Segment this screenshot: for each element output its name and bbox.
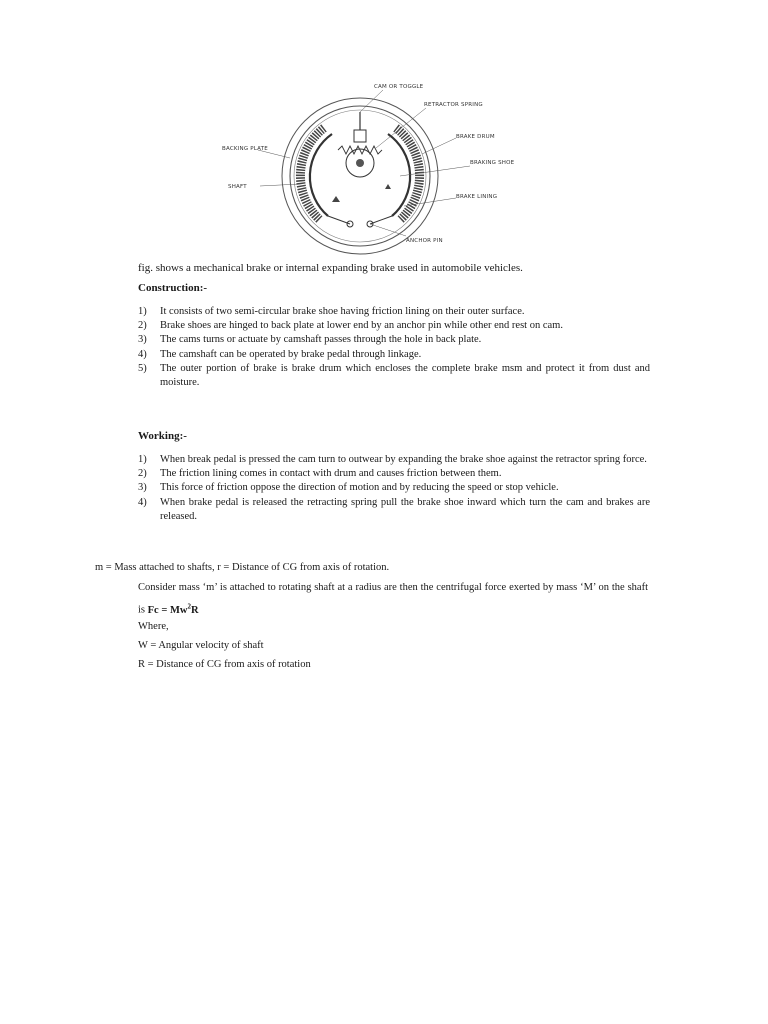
distance-definition: R = Distance of CG from axis of rotation bbox=[138, 659, 311, 670]
leader-spring bbox=[376, 108, 426, 148]
where-label: Where, bbox=[138, 621, 169, 632]
item-number: 1) bbox=[138, 454, 147, 465]
working-heading: Working:- bbox=[138, 430, 187, 442]
list-item bbox=[138, 348, 650, 362]
drum-marker bbox=[385, 184, 391, 189]
retractor-spring bbox=[338, 146, 382, 154]
formula-end: R bbox=[190, 604, 199, 616]
item-text: When brake pedal is released the retracting spring pull the brake shoe inward which turn the cam and brakes are released. bbox=[160, 496, 650, 522]
list-item bbox=[138, 362, 650, 390]
formula bbox=[147, 602, 199, 616]
item-number: 4) bbox=[138, 348, 147, 360]
list-item bbox=[138, 481, 650, 495]
formula-superscript: 2 bbox=[187, 602, 191, 610]
angular-velocity-definition: W = Angular velocity of shaft bbox=[138, 640, 264, 651]
item-text: The outer portion of brake is brake drum which encloses the complete brake msm and protect it from dust and moisture. bbox=[160, 362, 650, 389]
list-item bbox=[138, 453, 650, 467]
cam-toggle bbox=[354, 130, 366, 142]
item-text: The friction lining comes in contact with drum and causes friction between them. bbox=[160, 468, 502, 480]
item-text: The cams turns or actuate by camshaft passes through the hole in back plate. bbox=[160, 334, 482, 346]
label-anchor-pin: ANCHOR PIN bbox=[406, 238, 443, 244]
label-cam-toggle: CAM OR TOGGLE bbox=[374, 84, 424, 90]
item-number: 3) bbox=[138, 334, 147, 346]
item-number: 2) bbox=[138, 468, 147, 480]
item-text: It consists of two semi-circular brake shoe having friction lining on their outer surface. bbox=[160, 306, 525, 317]
item-text: When break pedal is pressed the cam turn to outwear by expanding the brake shoe against the retractor spring force. bbox=[160, 454, 647, 465]
brake-diagram bbox=[218, 78, 538, 260]
item-text: Brake shoes are hinged to back plate at lower end by an anchor pin while other end rest on cam. bbox=[160, 320, 563, 332]
item-number: 2) bbox=[138, 320, 147, 332]
list-item bbox=[138, 305, 650, 319]
list-item bbox=[138, 319, 650, 333]
label-brake-lining: BRAKE LINING bbox=[456, 194, 498, 200]
leader-shaft bbox=[260, 184, 300, 186]
paragraph-text: Consider mass ‘m’ is attached to rotating shaft at a radius are then the centrifugal force exerted by mass ‘M’ on the shaft is bbox=[138, 582, 648, 616]
formula-main: Fc = Mw bbox=[147, 604, 188, 616]
item-number: 3) bbox=[138, 482, 147, 494]
item-number: 4) bbox=[138, 496, 147, 508]
label-backing-plate: BACKING PLATE bbox=[222, 146, 268, 152]
item-text: The camshaft can be operated by brake pedal through linkage. bbox=[160, 348, 422, 360]
list-item bbox=[138, 467, 650, 481]
list-item bbox=[138, 496, 650, 524]
construction-list bbox=[138, 305, 650, 390]
shoe-link-left bbox=[328, 216, 350, 224]
list-item bbox=[138, 333, 650, 347]
shoe-link-right bbox=[370, 216, 392, 224]
mass-definition: m = Mass attached to shafts, r = Distance of CG from axis of rotation. bbox=[95, 562, 390, 573]
leader-anchor bbox=[370, 224, 406, 236]
construction-heading: Construction:- bbox=[138, 282, 208, 294]
item-number: 1) bbox=[138, 306, 147, 317]
item-number: 5) bbox=[138, 362, 147, 374]
label-braking-shoe: BRAKING SHOE bbox=[470, 160, 515, 166]
centrifugal-force-paragraph bbox=[138, 579, 648, 620]
label-brake-drum: BRAKE DRUM bbox=[456, 134, 495, 140]
central-hub bbox=[356, 159, 364, 167]
shaft-marker bbox=[332, 196, 340, 202]
figure-caption: fig. shows a mechanical brake or internal expanding brake used in automobile vehicles. bbox=[138, 262, 523, 274]
label-shaft: SHAFT bbox=[228, 184, 247, 190]
label-retractor-spring: RETRACTOR SPRING bbox=[424, 102, 483, 108]
leader-drum bbox=[422, 138, 456, 154]
item-text: This force of friction oppose the direction of motion and by reducing the speed or stop vehicle. bbox=[160, 482, 559, 494]
leader-lining bbox=[404, 198, 456, 206]
working-list bbox=[138, 453, 650, 524]
